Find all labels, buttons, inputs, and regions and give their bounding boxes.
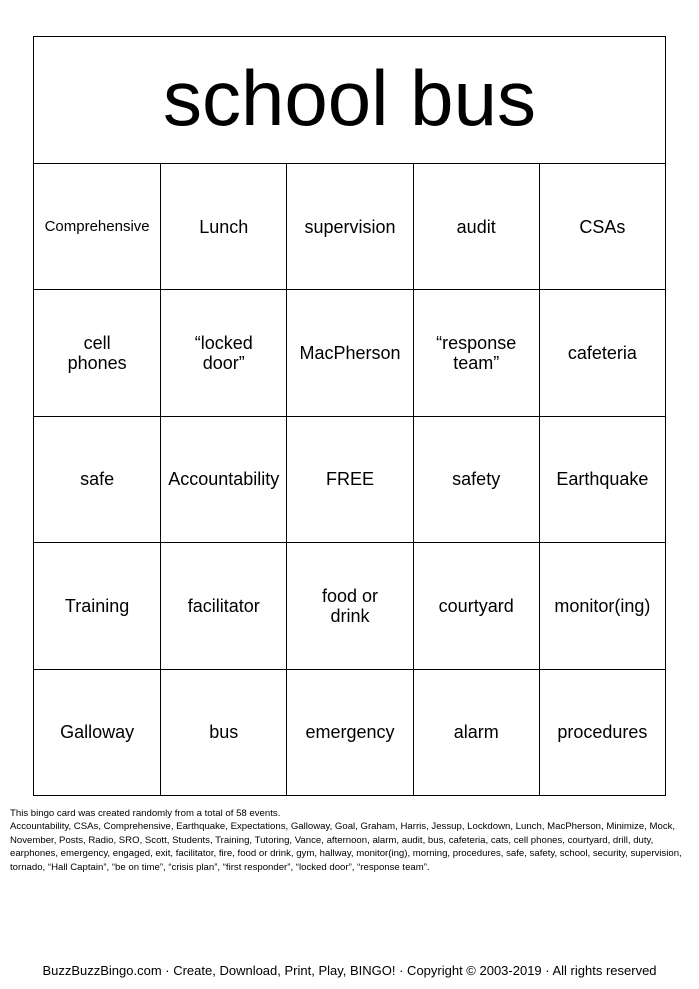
bingo-cell: Lunch: [160, 163, 286, 289]
events-list: Accountability, CSAs, Comprehensive, Earthquake, Expectations, Galloway, Goal, Graham, Harris, Jessup, Lockdown, Lunch, MacPherson, Minimize, Mock, November, Posts, Radio, SRO, Scott, Students, Training, Tutoring, Vance, afternoon, alarm, audit, bus, cafeteria, cats, cell phones, courtyard, drill, duty, earphones, emergency, engaged, exit, facilitator, fire, food or drink, gym, hallway, monitor(ing), morning, procedures, safe, safety, school, security, supervision, tornado, “Hall Captain”, “be on time”, “crisis plan”, “first responder”, “locked door”, “response team”.: [10, 821, 682, 873]
bingo-cell: emergency: [286, 669, 412, 795]
bingo-cell: Comprehensive: [34, 163, 160, 289]
bingo-cell: Earthquake: [539, 416, 665, 542]
bingo-cell: MacPherson: [286, 289, 412, 415]
bingo-cell: facilitator: [160, 542, 286, 668]
card-title: school bus: [163, 54, 536, 142]
footer-copyright: BuzzBuzzBingo.com · Create, Download, Print, Play, BINGO! · Copyright © 2003-2019 · All rights reserved: [42, 963, 657, 978]
bingo-cell: monitor(ing): [539, 542, 665, 668]
free-space-cell: FREE: [286, 416, 412, 542]
events-intro: This bingo card was created randomly from a total of 58 events.: [10, 808, 281, 819]
bingo-cell: safe: [34, 416, 160, 542]
events-note: [10, 807, 692, 874]
bingo-cell: CSAs: [539, 163, 665, 289]
bingo-cell: alarm: [413, 669, 539, 795]
bingo-cell: Galloway: [34, 669, 160, 795]
bingo-cell: “response team”: [413, 289, 539, 415]
bingo-cell: safety: [413, 416, 539, 542]
bingo-card: [33, 36, 666, 796]
bingo-cell: bus: [160, 669, 286, 795]
bingo-cell: supervision: [286, 163, 412, 289]
bingo-cell: cell phones: [34, 289, 160, 415]
bingo-cell: cafeteria: [539, 289, 665, 415]
bingo-cell: courtyard: [413, 542, 539, 668]
bingo-cell: audit: [413, 163, 539, 289]
bingo-cell: Accountability: [160, 416, 286, 542]
bingo-cell: Training: [34, 542, 160, 668]
bingo-cell: food or drink: [286, 542, 412, 668]
bingo-grid: [34, 163, 665, 795]
bingo-cell: “locked door”: [160, 289, 286, 415]
bingo-cell: procedures: [539, 669, 665, 795]
